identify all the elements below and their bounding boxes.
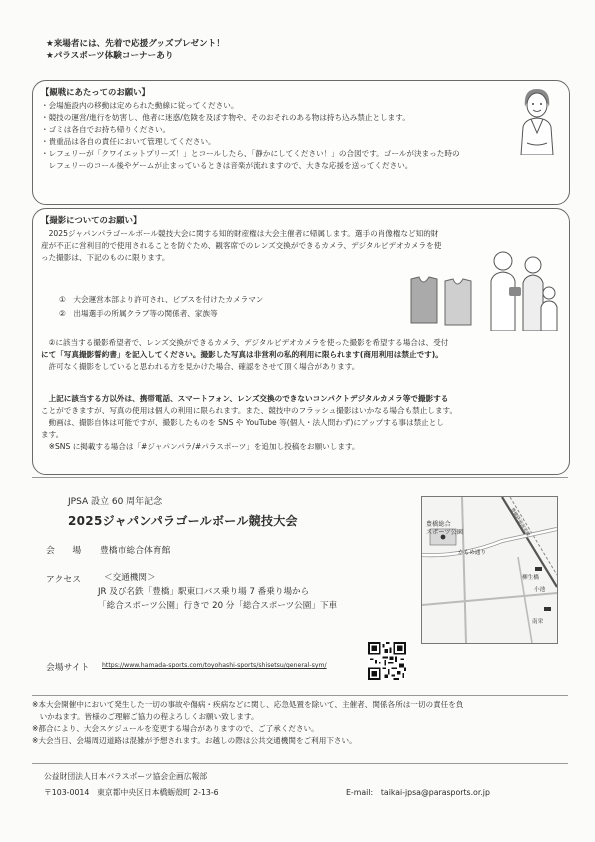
site-label: 会場サイト [46,663,90,673]
photo-text-line: ます。 [41,430,64,439]
watching-rule-item: ・会場施設内の移動は定められた動線に従ってください。 [41,101,239,110]
access-line: 「総合スポーツ公園」行きで 20 分「総合スポーツ公園」下車 [98,601,338,611]
venue-site-link[interactable]: https://www.hamada-sports.com/toyohashi-sports/shisetsu/general-sym/ [102,662,327,669]
photo-text-line: 産が不正に営利目的で使用されることを防ぐため、観客席でのレンズ交換ができるカメラ、デジタルビデオカメラを使 [41,241,442,250]
footer [32,763,568,797]
watching-rules-list [41,100,460,172]
photo-allowed-item: ① 大会運営本部より許可され、ビブスを付けたカメラマン [59,295,264,304]
photo-para-others [41,393,457,453]
map-station-label: 柳生橋 [522,575,539,581]
map-road-label: かもめ通り [458,550,486,556]
notes-section [32,699,463,747]
map-park-label [426,521,463,537]
bibs-illustration [405,273,481,329]
note-line: ※都合により、大会スケジュールを変更する場合がありますので、ご了承ください。 [32,724,319,733]
footer-address: 〒103-0014 東京都中央区日本橋蛎殻町 2-13-6 [44,788,219,797]
photo-text-line: 2025ジャパンパラゴールボール競技大会に関する知的財産権は大会主催者に帰属します。選手の肖像権など知的財 [41,229,439,238]
watching-rule-item: レフェリーのコール後やゲームが止まっているときは音楽が流れますので、大きな応援を送ってください。 [41,161,413,170]
watching-rule-item: ・ゴミは各自でお持ち帰りください。 [41,125,171,134]
note-line: いかねます。皆様のご理解ご協力の程よろしくお願い致します。 [32,712,259,721]
map-park-label-line2: スポーツ公園 [426,529,463,536]
venue-label: 会 場 [46,546,82,556]
photo-text-line: った撮影は、下記のものに限ります。 [41,253,170,262]
event-subtitle: JPSA 設立 60 周年記念 [68,497,163,507]
family-illustration [483,247,565,331]
access-line: JR 及び名鉄「豊橋」駅東口バス乗り場 7 番乗り場から [98,587,310,597]
access-line: ＜交通機関＞ [104,573,156,583]
watching-rule-item: ・レフェリーが「クワイエットプリーズ！」とコールしたら、「静かにしてください！」の合図です。ゴールが決まった時の [41,149,460,158]
photo-allowed-list [59,293,263,321]
footer-email[interactable]: E-mail: taikai-jpsa@parasports.or.jp [346,788,490,797]
intro-section [46,38,225,62]
intro-goods-line: ★来場者には、先着で応援グッズプレゼント！ [46,39,225,49]
photo-para-permission [41,337,448,373]
access-label: アクセス [46,575,81,585]
photo-text-line: ことができますが、写真の使用は個人の利用に限られます。また、競技中のフラッシュ撮影はいかなる場合も禁止します。 [41,406,458,415]
photo-text-line: 上記に該当する方以外は、携帯電話、スマートフォン、レンズ交換のできないコンパクトデジタルカメラ等で撮影する [41,394,449,403]
section-divider [32,477,568,478]
section-divider [32,695,568,696]
photo-text-line: ②に該当する撮影希望者で、レンズ交換ができるカメラ、デジタルビデオカメラを使った撮影を希望する場合は、受付 [41,338,449,347]
map-station-label: 小池 [534,587,546,593]
note-line: ※本大会開催中において発生した一切の事故や傷病・疾病などに関し、応急処置を除いて、主催者、関係各所は一切の責任を負 [32,700,464,709]
venue-name: 豊橋市総合体育館 [100,546,171,556]
watching-rules-box [32,80,570,205]
watching-rules-title: 【観戦にあたってのお願い】 [41,87,150,97]
photo-rules-title: 【撮影についてのお願い】 [41,215,142,225]
photo-text-line: ※SNS に掲載する場合は「#ジャパンパラ/#パラスポーツ」を追加し投稿をお願いします。 [41,442,360,451]
photo-text-line: 動画は、撮影自体は可能ですが、撮影したものを SNS や YouTube 等(個人・法人問わず)にアップする事は禁止とし [41,418,444,427]
map-station-label: 南栄 [532,619,544,625]
photo-rules-box [32,208,570,475]
photo-allowed-item: ② 出場選手の所属クラブ等の関係者、家族等 [59,309,218,318]
access-details [98,571,337,613]
staff-woman-illustration [511,85,563,155]
photo-text-line: 許可なく撮影をしていると思われる方を見かけた場合、確認をさせて頂く場合があります。 [41,362,360,371]
venue-map [421,496,558,644]
intro-experience-line: ★パラスポーツ体験コーナーあり [46,51,174,61]
photo-para-ip [41,228,441,264]
qr-code[interactable] [368,642,406,680]
event-title: 2025ジャパンパラゴールボール競技大会 [68,514,298,528]
note-line: ※大会当日、会場周辺道路は混雑が予想されます。お越しの際は公共交通機関をご利用下さい。 [32,736,357,745]
photo-text-line: にて「写真撮影誓約書」を記入してください。撮影した写真は非営利の私的利用に限られます(商用利用は禁止です)。 [41,350,443,359]
map-rail-label: 豊橋鉄道渥美線 [508,507,531,538]
watching-rule-item: ・競技の運営/進行を妨害し、他者に迷惑/危険を及ぼす物や、そのおそれのある物は持ち込み禁止とします。 [41,113,410,122]
map-park-label-line1: 豊橋総合 [426,521,451,528]
footer-org: 公益財団法人日本パラスポーツ協会企画広報部 [44,772,208,781]
watching-rule-item: ・貴重品は各自の責任において管理してください。 [41,137,216,146]
